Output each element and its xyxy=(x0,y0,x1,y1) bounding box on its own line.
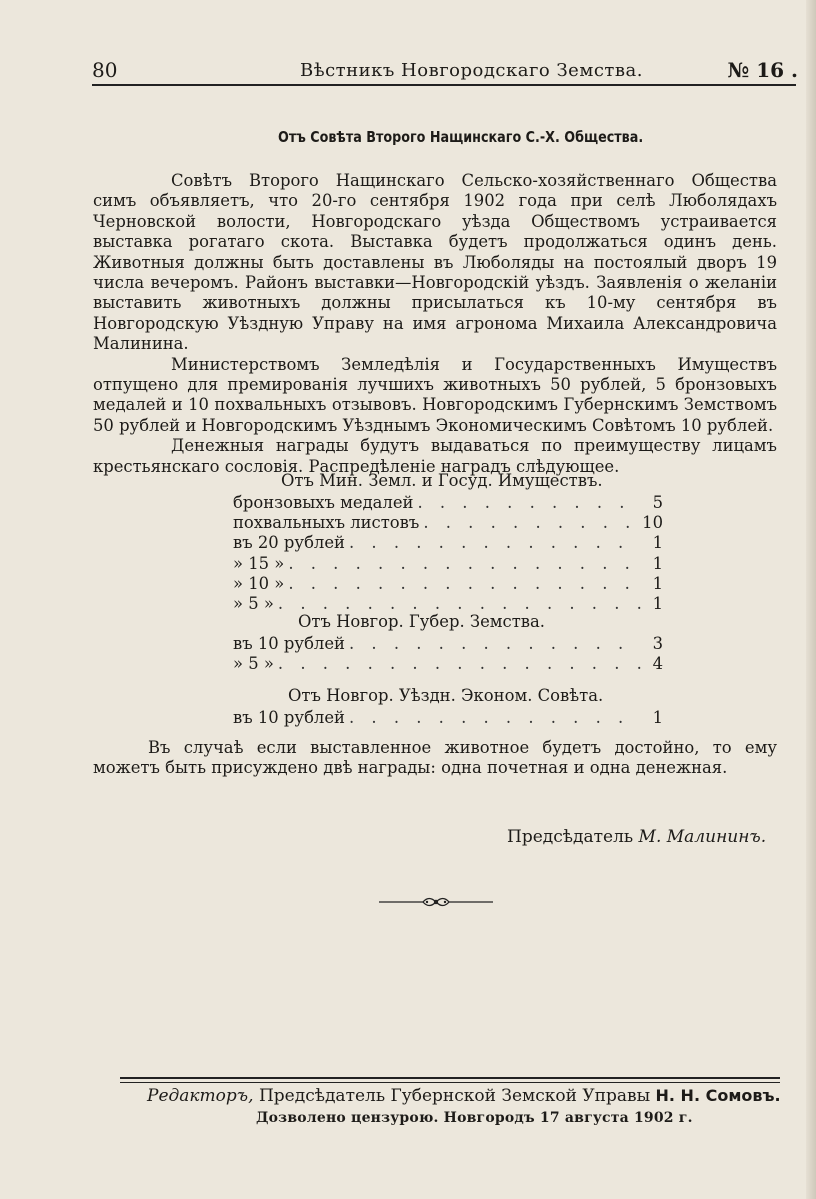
closing-paragraph: Въ случаѣ если выставленное животное будетъ достойно, то ему можетъ быть присуждено двѣ награды: одна почетная и одна денежная. xyxy=(93,738,777,778)
editor-lead: Редакторъ, xyxy=(147,1086,254,1106)
award-value: 1 xyxy=(652,574,663,593)
award-value: 5 xyxy=(652,493,663,512)
page-header xyxy=(92,56,808,86)
award-label: » 15 » xyxy=(233,554,285,573)
award-value: 10 xyxy=(642,513,663,532)
paragraph: Денежныя награды будутъ выдаваться по преимуществу лицамъ крестьянскаго сословія. Распредѣленіе наградъ слѣдующее. xyxy=(93,436,777,476)
ornament-divider-icon xyxy=(379,893,493,911)
award-label: бронзовыхъ медалей xyxy=(233,493,414,512)
header-rule xyxy=(92,84,796,86)
awards-heading-ministry: Отъ Мин. Земл. и Госуд. Имуществъ. xyxy=(281,471,603,490)
editor-role: Предсѣдатель Губернской Земской Управы xyxy=(258,1086,651,1106)
signature-name: М. Малининъ. xyxy=(638,827,767,847)
award-row xyxy=(233,708,663,729)
award-label: » 5 » xyxy=(233,594,274,613)
signature xyxy=(507,827,766,847)
section-title: Отъ Совѣта Второго Нащинскаго С.-Х. Общества. xyxy=(278,128,644,146)
editor-name: Н. Н. Сомовъ. xyxy=(655,1086,781,1105)
award-label: въ 10 рублей xyxy=(233,708,345,727)
award-label: въ 20 рублей xyxy=(233,533,345,552)
footer-rule-thin xyxy=(120,1082,780,1083)
footer-rule xyxy=(120,1077,780,1079)
closing-note xyxy=(93,738,777,779)
award-row xyxy=(233,554,663,575)
award-row xyxy=(233,533,663,554)
award-row xyxy=(233,634,663,655)
award-row xyxy=(233,574,663,595)
paragraph: Министерствомъ Земледѣлія и Государственныхъ Имуществъ отпущено для премированія лучшихъ животныхъ 50 рублей, 5 бронзовыхъ медалей и 10 похвальныхъ отзывовъ. Новгородскимъ Губернскимъ Земствомъ 50 рублей и Новгородскимъ Уѣзднымъ Экономическимъ Совѣтомъ 10 рублей. xyxy=(93,354,777,435)
paragraph: Совѣтъ Второго Нащинскаго Сельско-хозяйственнаго Общества симъ объявляетъ, что 20-го сентября 1902 года при селѣ Люболядахъ Черновской волости, Новгородскаго уѣзда Обществомъ устраивается выставка рогатаго скота. Выставка будетъ продолжаться одинъ день. Животныя должны быть доставлены въ Люболяды на постоялый дворъ 19 числа вечеромъ. Районъ выставки—Новгородскій уѣздъ. Заявленія о желаніи выставить животныхъ должны присылаться къ 10-му сентября въ Новгородскую Уѣздную Управу на имя агронома Михаила Александровича Малинина. xyxy=(93,171,777,354)
page-edge-shadow xyxy=(806,0,816,1199)
award-row xyxy=(233,493,663,514)
awards-heading-district: Отъ Новгор. Уѣздн. Эконом. Совѣта. xyxy=(288,686,604,705)
awards-heading-province: Отъ Новгор. Губер. Земства. xyxy=(298,612,545,631)
award-label: » 5 » xyxy=(233,654,274,673)
award-value: 4 xyxy=(652,654,663,673)
signature-role: Предсѣдатель xyxy=(507,827,634,847)
award-value: 1 xyxy=(652,708,663,727)
announcement-body xyxy=(93,171,777,477)
award-value: 1 xyxy=(652,554,663,573)
issue-number: № 16 . xyxy=(727,58,798,82)
award-label: » 10 » xyxy=(233,574,285,593)
award-label: въ 10 рублей xyxy=(233,634,345,653)
censorship-line: Дозволено цензурою. Новгородъ 17 августа 1902 г. xyxy=(256,1110,693,1126)
award-row xyxy=(233,513,663,534)
page-number: 80 xyxy=(92,58,118,82)
award-value: 3 xyxy=(652,634,663,653)
editor-line xyxy=(147,1086,781,1106)
journal-title: Вѣстникъ Новгородскаго Земства. xyxy=(300,60,643,81)
award-row xyxy=(233,654,663,675)
award-label: похвальныхъ листовъ xyxy=(233,513,420,532)
award-value: 1 xyxy=(652,594,663,613)
award-value: 1 xyxy=(652,533,663,552)
